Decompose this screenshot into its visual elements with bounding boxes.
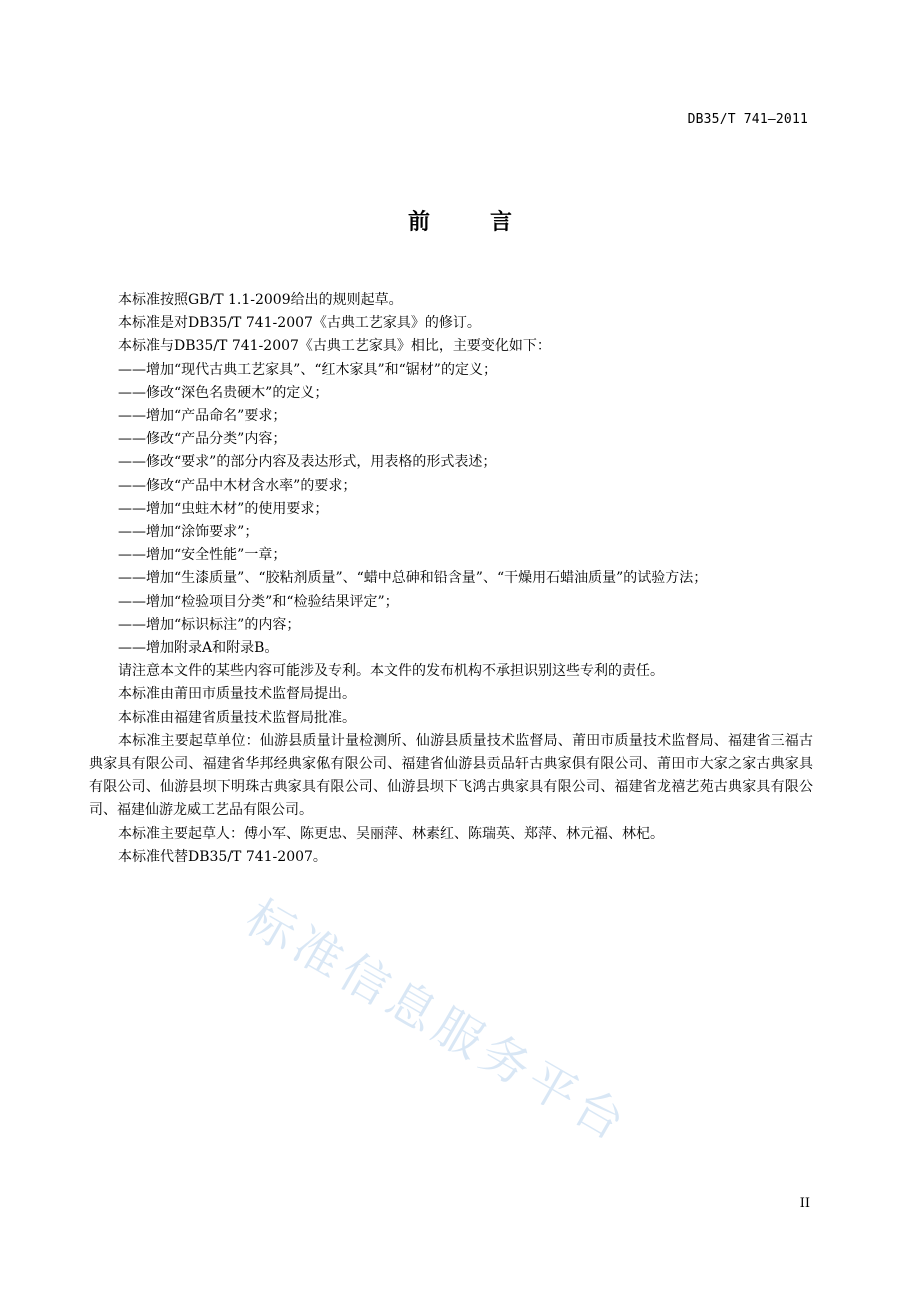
foreword-body [89,289,813,869]
change-item: ——修改“要求”的部分内容及表达形式，用表格的形式表述； [118,454,497,471]
paragraph: 本标准代替DB35/T 741-2007。 [118,848,327,865]
change-item: ——增加“检验项目分类”和“检验结果评定”； [118,593,399,610]
title-char-2: 言 [490,210,513,235]
change-item: ——增加“生漆质量”、“胶粘剂质量”、“蜡中总砷和铅含量”、“干燥用石蜡油质量”的试验方法； [118,570,708,587]
change-item: ——增加“产品命名”要求； [118,408,287,425]
watermark: 标准信息服务平台 [236,889,639,1155]
change-item: ——修改“产品中木材含水率”的要求； [118,477,357,494]
change-item: ——增加附录A和附录B。 [118,640,279,657]
page-number: II [799,1196,810,1211]
change-item: ——增加“标识标注”的内容； [118,616,301,633]
change-item: ——修改“深色名贵硬木”的定义； [118,384,329,401]
change-item: ——增加“虫蛀木材”的使用要求； [118,500,329,517]
paragraph: 本标准主要起草人：傅小军、陈更忠、吴丽萍、林素红、陈瑞英、郑萍、林元福、林杞。 [118,825,664,842]
change-item: ——修改“产品分类”内容； [118,431,287,448]
page-title [0,205,920,236]
paragraph: 本标准主要起草单位：仙游县质量计量检测所、仙游县质量技术监督局、莆田市质量技术监督局、福建省三福古典家具有限公司、福建省华邦经典家俬有限公司、福建省仙游县贡品轩古典家俱有限公司、莆田市大家之家古典家具有限公司、仙游县坝下明珠古典家具有限公司、仙游县坝下飞鸿古典家具有限公司、福建省龙禧艺苑古典家具有限公司、福建仙游龙威工艺品有限公司。 [89,732,813,819]
title-char-1: 前 [407,210,430,235]
paragraph: 本标准按照GB/T 1.1-2009给出的规则起草。 [118,292,403,308]
change-item: ——增加“涂饰要求”； [118,524,259,541]
paragraph: 本标准与DB35/T 741-2007《古典工艺家具》相比，主要变化如下： [118,338,551,355]
paragraph: 本标准是对DB35/T 741-2007《古典工艺家具》的修订。 [118,315,481,332]
paragraph: 本标准由福建省质量技术监督局批准。 [118,709,356,726]
paragraph: 本标准由莆田市质量技术监督局提出。 [118,686,356,703]
change-item: ——增加“安全性能”一章； [118,547,287,564]
paragraph: 请注意本文件的某些内容可能涉及专利。本文件的发布机构不承担识别这些专利的责任。 [118,663,664,680]
change-item: ——增加“现代古典工艺家具”、“红木家具”和“锯材”的定义； [118,361,497,378]
standard-code: DB35/T 741—2011 [687,112,808,127]
